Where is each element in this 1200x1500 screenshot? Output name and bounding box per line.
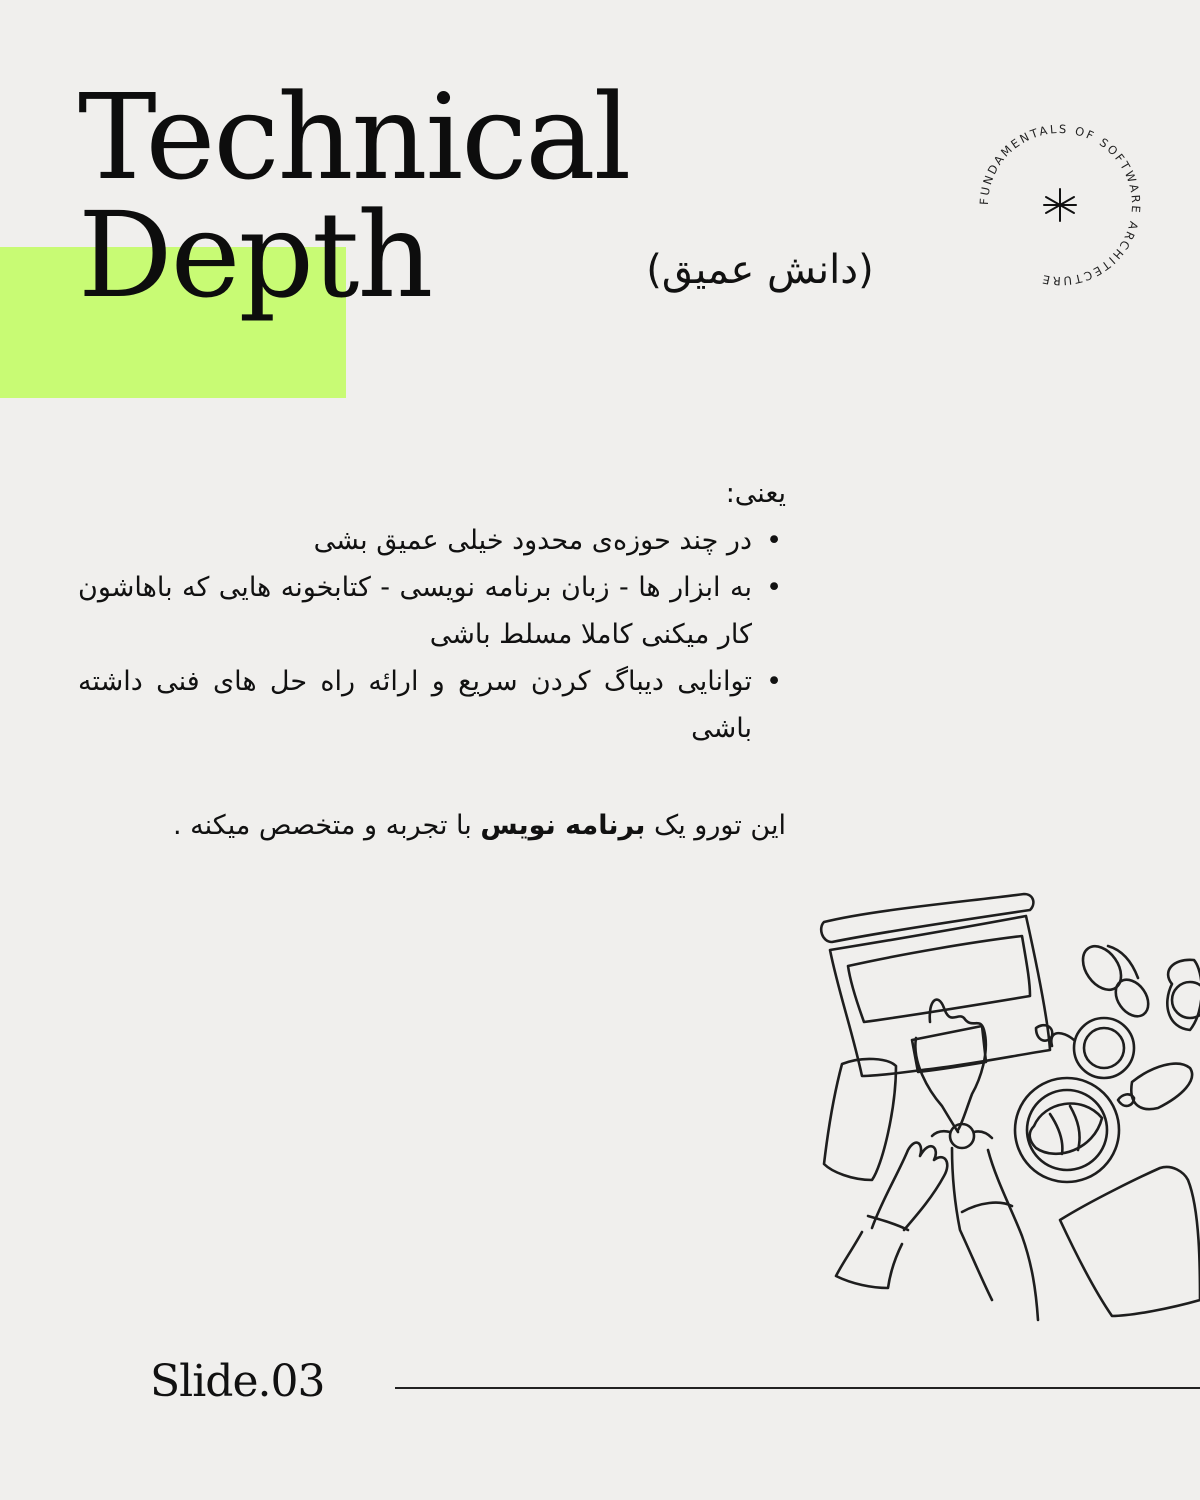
slide-subtitle: (دانش عمیق) xyxy=(646,247,874,293)
badge-circular-text: FUNDAMENTALS OF SOFTWARE ARCHITECTURE xyxy=(976,121,1144,289)
closing-text-start: این تورو یک xyxy=(645,810,786,841)
bullet-list xyxy=(78,517,786,752)
slide-title xyxy=(78,68,630,324)
intro-text: یعنی: xyxy=(725,478,786,509)
circular-badge xyxy=(970,115,1150,295)
title-line-1: Technical xyxy=(78,68,630,206)
closing-bold-text: برنامه نویس xyxy=(480,810,646,841)
laptop-workspace-illustration xyxy=(812,880,1200,1330)
footer-divider-line xyxy=(395,1387,1200,1389)
closing-text-end: با تجربه و متخصص میکنه . xyxy=(173,810,481,841)
closing-paragraph xyxy=(78,802,786,849)
title-line-2: Depth xyxy=(78,186,432,324)
bullet-item-3: • توانایی دیباگ کردن سریع و ارائه راه حل های فنی داشته باشی xyxy=(78,658,752,752)
slide-body xyxy=(78,470,786,849)
bullet-item-2: • به ابزار ها - زبان برنامه نویسی - کتابخونه هایی که باهاشون کار میکنی کاملا مسلط باشی xyxy=(78,564,752,658)
asterisk-icon xyxy=(1044,189,1076,221)
slide-number-label: Slide.03 xyxy=(150,1356,325,1407)
bullet-item-1: • در چند حوزه‌ی محدود خیلی عمیق بشی xyxy=(78,517,752,564)
